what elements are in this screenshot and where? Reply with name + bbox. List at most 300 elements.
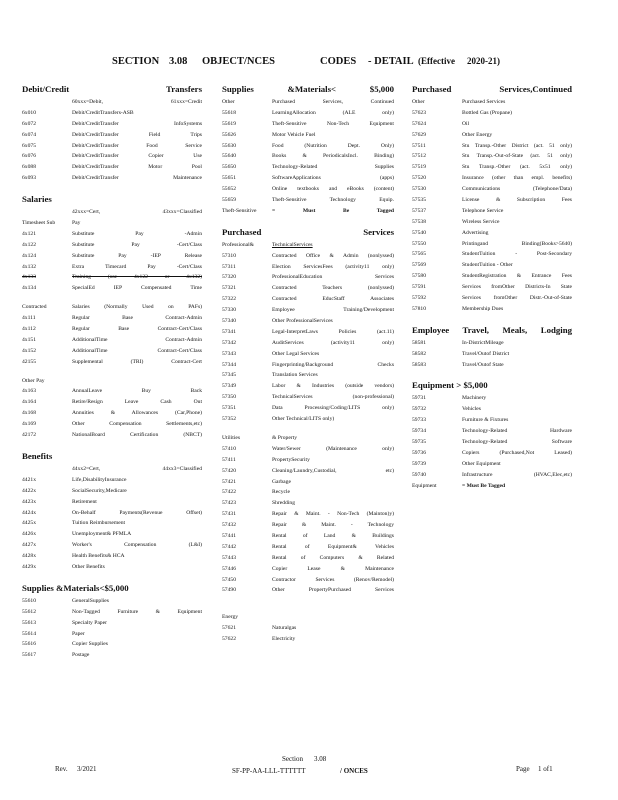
- code-row: [412, 481, 572, 492]
- code-description: Other Technical/LITS only): [272, 416, 335, 423]
- code-number: 59732: [412, 406, 426, 413]
- column-middle: [222, 82, 394, 645]
- section-heading: [412, 82, 572, 97]
- code-number: 4x132: [22, 263, 36, 270]
- code-number: 4x151: [22, 336, 36, 343]
- code-number: 55614: [22, 630, 36, 637]
- footer-section-number: 3.08: [314, 755, 327, 763]
- code-number: 57490: [222, 587, 236, 594]
- code-row: [22, 464, 202, 475]
- code-description: On-Behalf Payments(Revenue Offset): [72, 509, 202, 516]
- section-heading-text: Supplies &Materials< $5,000: [222, 84, 394, 94]
- footer-section-label: Section: [282, 755, 303, 763]
- code-description: Contractor Services (Renov/Remodel): [272, 576, 394, 583]
- code-row: [222, 634, 394, 645]
- code-row: [222, 444, 394, 455]
- code-number: 57537: [412, 207, 426, 214]
- code-row: [222, 564, 394, 575]
- code-row: [222, 455, 394, 466]
- code-description: License & Subscription Fees: [462, 197, 572, 204]
- code-number: 4x124: [22, 252, 36, 259]
- code-number: 55617: [22, 652, 36, 659]
- code-row: [22, 475, 202, 486]
- code-number: 6x072: [22, 120, 36, 127]
- code-number: 42172: [22, 432, 36, 439]
- section-heading-text: Purchased Services,Continued: [412, 84, 572, 94]
- section-heading: [22, 581, 202, 596]
- code-description: Shredding: [272, 500, 295, 507]
- code-row: [22, 251, 202, 262]
- code-row: [222, 130, 394, 141]
- code-number: 57352: [222, 416, 236, 423]
- code-description: Contracted EducStaff Associates: [272, 296, 394, 303]
- code-description: Purchased Services, Continued: [272, 99, 394, 105]
- code-number: 4422x: [22, 487, 36, 494]
- code-row: [22, 218, 202, 229]
- code-row: [22, 430, 202, 441]
- code-row: [412, 271, 572, 282]
- code-description: NationalBoard Certification (NBCT): [72, 432, 202, 439]
- code-description: Stu Transp.-Out-of-State (act. 51 only): [462, 153, 572, 160]
- code-row: [222, 338, 394, 349]
- code-row: [412, 470, 572, 481]
- code-number: 58581: [412, 339, 426, 346]
- code-row: [222, 141, 394, 152]
- code-row: [222, 623, 394, 634]
- code-description: Services fromOther Districts-In State: [462, 284, 572, 291]
- code-row: [222, 162, 394, 173]
- code-number: 57569: [412, 262, 426, 269]
- code-row: [22, 119, 202, 130]
- code-row: [412, 217, 572, 228]
- code-row: [222, 360, 394, 371]
- code-description: Contracted Office & Admin (nonlyssed): [272, 252, 394, 259]
- code-description: Food (Nutrition Dept. Only): [272, 142, 394, 149]
- code-description: Electricity: [272, 636, 296, 643]
- code-row: [222, 195, 394, 206]
- code-row: [22, 324, 202, 335]
- code-description: 60xxx=Debit, 61xxx=Credit: [72, 99, 202, 105]
- code-row: [222, 553, 394, 564]
- code-row: [22, 551, 202, 562]
- code-row: [412, 338, 572, 349]
- code-row: [222, 97, 394, 108]
- code-row: [412, 260, 572, 271]
- code-description: Election ServicesFees (activity11 only): [272, 263, 394, 270]
- code-row: [222, 251, 394, 262]
- code-description: Extra Timecard Pay -Cert/Class: [72, 263, 202, 270]
- code-row: [412, 206, 572, 217]
- page-footer: [0, 755, 618, 785]
- code-row: [22, 408, 202, 419]
- code-description: Translation Services: [272, 372, 318, 379]
- code-row: [222, 206, 394, 217]
- code-number: 4428x: [22, 553, 36, 560]
- code-description: Tuition Reimbursement: [72, 520, 126, 527]
- code-description: Furniture & Fixtures: [462, 417, 509, 424]
- code-description: PropertySecurity: [272, 456, 310, 463]
- code-row: [22, 596, 202, 607]
- code-row: [412, 437, 572, 448]
- code-row: [412, 459, 572, 470]
- code-number: 4426x: [22, 531, 36, 538]
- code-number: 57431: [222, 511, 236, 518]
- code-description: 44xx2=Cert, 44xx3=Classified: [72, 465, 202, 472]
- title-section: SECTION: [112, 56, 160, 67]
- code-number: 55659: [222, 197, 236, 204]
- code-number: Timesheet Sub: [22, 220, 56, 227]
- code-row: [412, 119, 572, 130]
- code-row: [412, 404, 572, 415]
- code-row: [222, 487, 394, 498]
- code-number: 57349: [222, 383, 236, 390]
- code-row: [22, 173, 202, 184]
- code-number: 57342: [222, 339, 236, 346]
- code-row: [222, 433, 394, 444]
- row-spacer: [22, 573, 202, 581]
- code-description: 42xxx=Cert, 43xxx=Classified: [72, 209, 202, 216]
- code-row: [22, 151, 202, 162]
- code-description: Purchased Services: [462, 99, 506, 105]
- code-number: 55619: [222, 120, 236, 127]
- code-number: 57432: [222, 522, 236, 529]
- row-spacer: [22, 294, 202, 302]
- code-description: Annuities & Allowances (Car,Phone): [72, 410, 202, 417]
- code-description: SpecialEd IEP Compensated Time: [72, 285, 202, 292]
- code-row: [222, 403, 394, 414]
- code-number: 4x168: [22, 410, 36, 417]
- code-description: Health Benefits& HCA: [72, 553, 125, 560]
- code-number: 57421: [222, 478, 236, 485]
- code-number: 57540: [412, 229, 426, 236]
- code-description: Other Legal Services: [272, 350, 320, 357]
- code-number: 4423x: [22, 498, 36, 505]
- code-number: 57441: [222, 532, 236, 539]
- section-heading: [412, 323, 572, 338]
- code-number: 57538: [412, 218, 426, 225]
- footer-onces: / ONCES: [340, 767, 368, 775]
- code-number: 57624: [412, 120, 426, 127]
- code-number: 57629: [412, 131, 426, 138]
- code-number: 57423: [222, 500, 236, 507]
- code-number: 4421x: [22, 476, 36, 483]
- code-description: Copiers (Purchased,Not Leased): [462, 449, 572, 456]
- code-row: [22, 108, 202, 119]
- code-number: 57623: [412, 109, 426, 116]
- code-description: SoftwareApplications (apps): [272, 175, 394, 182]
- code-row: [22, 283, 202, 294]
- code-row: [22, 386, 202, 397]
- row-spacer: [222, 604, 394, 612]
- section-heading-text: Employee Travel, Meals, Lodging: [412, 324, 572, 335]
- section-heading-text: Debit/Credit Transfers: [22, 84, 202, 94]
- section-heading: [412, 378, 572, 393]
- code-description: Water/Sewer (Maintenance only): [272, 445, 394, 452]
- code-row: [222, 305, 394, 316]
- code-row: [222, 520, 394, 531]
- section-heading: [22, 449, 202, 464]
- code-number: 57411: [222, 456, 236, 463]
- row-spacer: [222, 425, 394, 433]
- code-number: 59735: [412, 439, 426, 446]
- code-number: Other: [222, 99, 235, 105]
- code-number: Professional&: [222, 241, 255, 248]
- code-row: [22, 397, 202, 408]
- code-description: StudentTuition - Other: [462, 262, 513, 269]
- code-row: [22, 130, 202, 141]
- code-number: 57321: [222, 285, 236, 292]
- row-spacer: [222, 217, 394, 225]
- code-number: 57622: [222, 636, 236, 643]
- code-number: 4x133: [22, 274, 36, 281]
- code-description: Supplemental (TRI) Contract-Cert: [72, 358, 202, 365]
- code-row: [412, 184, 572, 195]
- code-number: 4x121: [22, 230, 36, 237]
- code-number: 58583: [412, 361, 426, 368]
- code-number: 57511: [412, 142, 426, 149]
- code-description: Books & PeriodicalsIncl. Binding): [272, 153, 394, 160]
- code-number: 6x075: [22, 142, 36, 149]
- code-description: Contracted Teachers (nonlyssed): [272, 285, 394, 292]
- code-row: [222, 294, 394, 305]
- code-description: Data Processing/Coding/LITS only): [272, 405, 394, 412]
- code-number: 57530: [412, 186, 426, 193]
- code-row: [22, 529, 202, 540]
- code-description: StudentRegistration & Entrance Fees: [462, 273, 572, 280]
- footer-page-number: 1 of1: [538, 765, 553, 773]
- code-row: [22, 357, 202, 368]
- code-number: 57520: [412, 175, 426, 182]
- code-row: [22, 207, 202, 218]
- column-left: [22, 82, 202, 661]
- code-row: [222, 381, 394, 392]
- code-row: [412, 195, 572, 206]
- code-description: Communications (Telephone/Data): [462, 186, 572, 193]
- code-description: AdditionalTime Contract-Cert/Class: [72, 347, 202, 354]
- section-heading: [222, 82, 394, 97]
- row-spacer: [412, 370, 572, 378]
- code-row: [22, 162, 202, 173]
- code-description: AuditServices (activity11 only): [272, 339, 394, 346]
- section-heading-text: Salaries: [22, 194, 52, 205]
- row-spacer: [22, 184, 202, 192]
- code-number: 6x093: [22, 175, 36, 182]
- code-number: 57442: [222, 543, 236, 550]
- code-number: 55651: [222, 175, 236, 182]
- code-row: [222, 531, 394, 542]
- code-description: Worker's Compensation (L&I): [72, 542, 202, 549]
- code-number: 57330: [222, 307, 236, 314]
- code-number: Equipment: [412, 482, 437, 489]
- code-number: 4429x: [22, 563, 36, 570]
- code-row: [412, 349, 572, 360]
- code-description: Labor & Industries (outside vendors): [272, 383, 394, 390]
- code-description: Substitute Pay -IEP Release: [72, 252, 202, 259]
- code-number: Energy: [222, 614, 239, 621]
- code-number: 4x169: [22, 421, 36, 428]
- code-number: 55612: [22, 608, 36, 615]
- code-description: Fingerprinting/Background Checks: [272, 361, 394, 368]
- code-description: Rental of Equipment& Vehicles: [272, 543, 394, 550]
- code-description: Specialty Paper: [72, 619, 107, 626]
- code-row: [22, 607, 202, 618]
- code-description: Retire/Resign Leave Cash Out: [72, 399, 202, 406]
- code-description: Repair & Maint. - Non-Tech (Mainton)y): [272, 511, 394, 518]
- code-number: 4424x: [22, 509, 36, 516]
- code-row: [412, 130, 572, 141]
- code-description: Legal-InterpretLaws Policies (act.11): [272, 328, 394, 335]
- code-number: 55640: [222, 153, 236, 160]
- code-row: [412, 173, 572, 184]
- code-description: Pay: [72, 220, 81, 227]
- code-description: Regular Base Contract-Cert/Class: [72, 326, 202, 333]
- code-description: Training (use 4x122 or 4x132): [72, 274, 202, 281]
- footer-rev-date: 3/2021: [77, 765, 97, 773]
- code-row: [222, 184, 394, 195]
- code-row: [22, 518, 202, 529]
- code-number: 57621: [222, 625, 236, 632]
- code-description: Debit/CreditTransfer Field Trips: [72, 131, 202, 138]
- code-description: Machinery: [462, 395, 487, 402]
- title-effective: (Effective: [418, 56, 455, 66]
- code-description: = Must Be Tagged: [462, 482, 506, 489]
- code-number: 57310: [222, 252, 236, 259]
- code-description: Retirement: [72, 498, 97, 505]
- code-row: [222, 272, 394, 283]
- code-number: 57350: [222, 394, 236, 401]
- code-description: Online textbooks and eBooks (content): [272, 186, 394, 193]
- code-number: 55652: [222, 186, 236, 193]
- code-number: 57351: [222, 405, 236, 412]
- code-number: 57311: [222, 263, 236, 270]
- code-row: [222, 173, 394, 184]
- code-row: [412, 97, 572, 108]
- code-row: [412, 151, 572, 162]
- code-description: TechnicalServices: [272, 241, 313, 248]
- code-number: 4x111: [22, 315, 36, 322]
- code-row: [22, 229, 202, 240]
- code-row: [412, 415, 572, 426]
- code-number: Other Pay: [22, 377, 45, 384]
- code-number: 6x088: [22, 164, 36, 171]
- code-number: 57422: [222, 489, 236, 496]
- title-number: 3.08: [169, 56, 188, 67]
- code-description: Motor Vehicle Fuel: [272, 131, 316, 138]
- code-description: Employee Training/Development: [272, 307, 394, 314]
- code-number: 57345: [222, 372, 236, 379]
- code-row: [412, 282, 572, 293]
- code-number: 57535: [412, 197, 426, 204]
- code-description: Recycle: [272, 489, 291, 496]
- code-number: 55610: [22, 597, 36, 604]
- code-number: Contracted: [22, 304, 47, 311]
- title-codes: CODES: [320, 56, 357, 67]
- code-description: Bottled Gas (Propane): [462, 109, 513, 116]
- code-row: [22, 419, 202, 430]
- code-description: Printingand Binding(Books>5640): [462, 240, 572, 247]
- code-description: Garbage: [272, 478, 291, 485]
- code-description: Debit/CreditTransfer Food Service: [72, 142, 202, 149]
- code-description: Wireless Service: [462, 218, 500, 225]
- section-heading-text: Benefits: [22, 450, 53, 461]
- code-description: Naturalgas: [272, 625, 297, 632]
- code-number: 4x112: [22, 326, 36, 333]
- footer-rev-label: Rev.: [55, 765, 68, 773]
- code-number: 57340: [222, 318, 236, 325]
- code-number: Utilities: [222, 434, 241, 441]
- code-description: Debit/CreditTransfer Maintenance: [72, 175, 202, 182]
- code-number: 57810: [412, 305, 426, 312]
- code-number: 4x163: [22, 388, 36, 395]
- code-description: TechnicalServices (non-professional): [272, 394, 394, 401]
- code-number: 6x010: [22, 109, 36, 116]
- code-number: 57565: [412, 251, 426, 258]
- code-description: & Property: [272, 434, 298, 441]
- code-row: [222, 108, 394, 119]
- section-heading: [222, 225, 394, 240]
- code-description: Membership Dues: [462, 305, 504, 312]
- code-description: Stu Transp.-Other (act. 5x51 only): [462, 164, 572, 171]
- code-description: Oil: [462, 120, 470, 127]
- code-row: [22, 141, 202, 152]
- code-row: [222, 477, 394, 488]
- code-row: [412, 228, 572, 239]
- code-number: Theft-Sensitive: [222, 207, 257, 214]
- code-row: [22, 650, 202, 661]
- code-description: Debit/CreditTransfer Motor Pool: [72, 164, 202, 171]
- code-description: Substitute Pay -Cert/Class: [72, 241, 202, 248]
- column-right: [412, 82, 572, 492]
- code-row: [22, 302, 202, 313]
- code-number: 4425x: [22, 520, 36, 527]
- code-description: Other Compensation Settlements,etc): [72, 421, 202, 428]
- code-number: 55616: [22, 641, 36, 648]
- code-description: ProfessionalEducation Services: [272, 274, 394, 281]
- code-description: Services fromOther Distr.-Out-of-State: [462, 295, 572, 302]
- code-description: Non-Tagged Furniture & Equipment: [72, 608, 202, 615]
- code-row: [22, 562, 202, 573]
- code-row: [412, 360, 572, 371]
- code-description: Other ProfessionalServices: [272, 318, 333, 325]
- code-row: [412, 239, 572, 250]
- code-description: Debit/CreditTransfer Copier Use: [72, 153, 202, 160]
- code-number: 57580: [412, 273, 426, 280]
- code-row: [222, 575, 394, 586]
- code-description: Theft-Sensitive Technology Equip.: [272, 197, 394, 204]
- code-description: Unemployment& PFMLA: [72, 531, 132, 538]
- code-description: Substitute Pay -Admin: [72, 230, 202, 237]
- code-number: 4427x: [22, 542, 36, 549]
- code-row: [222, 349, 394, 360]
- title-object: OBJECT/NCES: [202, 56, 275, 67]
- code-description: Copier Lease & Maintenance: [272, 565, 394, 572]
- code-number: 55650: [222, 164, 236, 171]
- code-row: [22, 618, 202, 629]
- code-row: [222, 466, 394, 477]
- title-detail: - DETAIL: [368, 56, 414, 67]
- code-number: 42155: [22, 358, 36, 365]
- code-row: [222, 498, 394, 509]
- code-number: 59734: [412, 428, 426, 435]
- code-description: Other PropertyPurchased Services: [272, 587, 394, 594]
- code-number: 55626: [222, 131, 236, 138]
- code-row: [222, 240, 394, 251]
- section-heading-text: Supplies &Materials<$5,000: [22, 582, 129, 593]
- code-description: Advertising: [462, 229, 489, 236]
- code-row: [412, 426, 572, 437]
- row-spacer: [222, 596, 394, 604]
- code-description: Other Equipment: [462, 460, 501, 467]
